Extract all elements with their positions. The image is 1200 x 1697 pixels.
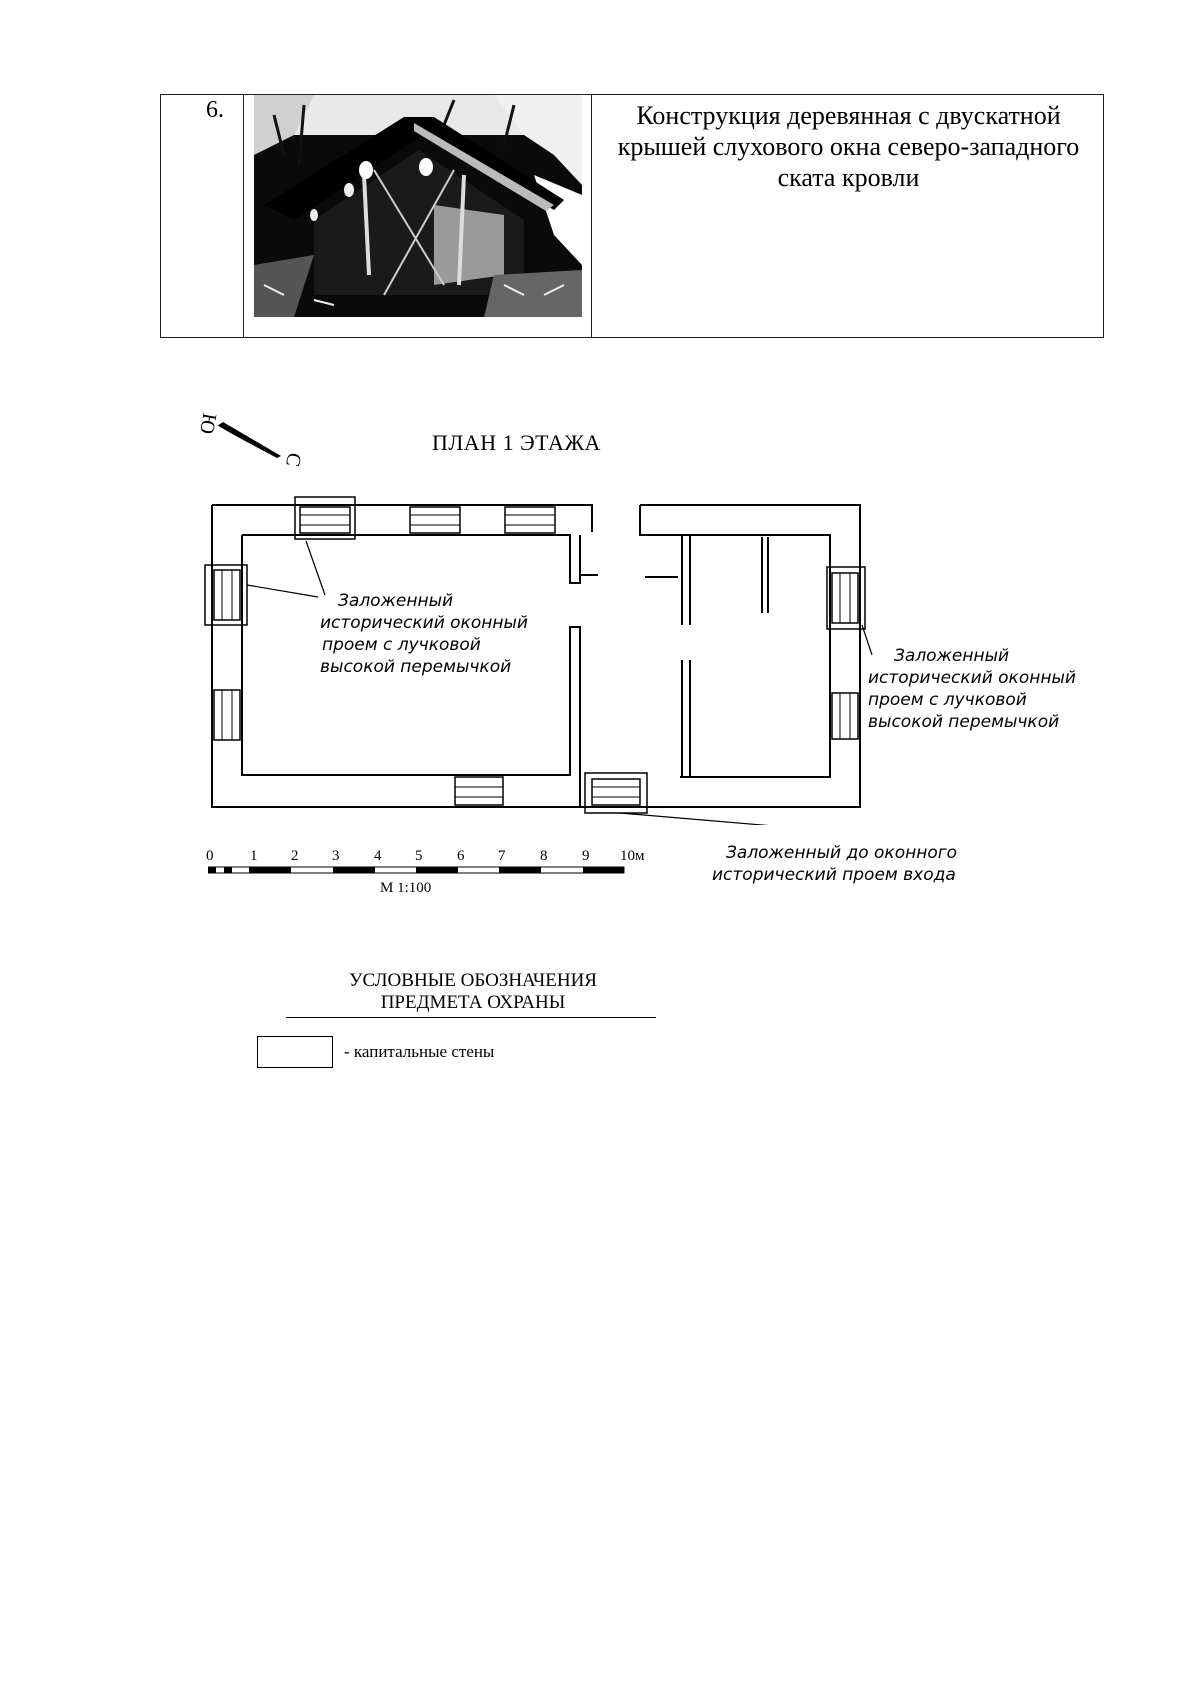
south-label: Ю: [195, 411, 221, 436]
plan-title: ПЛАН 1 ЭТАЖА: [432, 430, 601, 455]
legend-title-line: ПРЕДМЕТА ОХРАНЫ: [380, 992, 566, 1013]
scale-tick: 8: [540, 848, 548, 864]
scale-tick: 0: [206, 848, 214, 864]
scale-tick: 9: [582, 848, 590, 864]
scale-tick: 2: [291, 848, 299, 864]
scale-tick: 5: [415, 848, 423, 864]
annotation-line: Заложенный до оконного: [726, 843, 958, 863]
row-number: 6.: [206, 97, 224, 123]
description-line: ската кровли: [777, 163, 920, 192]
legend-swatch-capital-walls: [257, 1036, 333, 1068]
scale-tick: 7: [498, 848, 506, 864]
annotation-line: Заложенный: [894, 646, 1010, 666]
table-cell-description: [591, 94, 1104, 338]
scale-bar: [208, 866, 628, 876]
scale-tick: 6: [457, 848, 465, 864]
annotation-line: высокой перемычкой: [868, 712, 1060, 732]
legend-title: [288, 970, 658, 1014]
description-text: [592, 100, 1105, 193]
floor-plan-drawing: [200, 495, 880, 825]
scale-tick: 1: [250, 848, 258, 864]
scale-tick: 3: [332, 848, 340, 864]
description-line: Конструкция деревянная с двускатной: [636, 101, 1061, 130]
description-line: крышей слухового окна северо-западного: [617, 132, 1080, 161]
annotation-line: проем с лучковой: [868, 690, 1027, 710]
legend-label-capital-walls: - капитальные стены: [344, 1042, 495, 1061]
legend-title-line: УСЛОВНЫЕ ОБОЗНАЧЕНИЯ: [349, 970, 597, 991]
scale-label: М 1:100: [380, 880, 432, 896]
annotation-line: исторический проем входа: [712, 865, 956, 885]
annotation-line: исторический оконный: [320, 613, 528, 633]
annotation-line: проем с лучковой: [322, 635, 481, 655]
scale-tick: 4: [374, 848, 382, 864]
table-cell-photo: [243, 94, 592, 338]
table-cell-number: [160, 94, 244, 338]
north-label: С: [281, 451, 306, 469]
annotation-line: исторический оконный: [868, 668, 1076, 688]
dormer-photo: [254, 95, 582, 317]
annotation-entrance: [712, 842, 957, 886]
legend-divider: [286, 1017, 656, 1018]
annotation-left-window: [320, 590, 528, 678]
scale-ticks: [206, 848, 645, 868]
annotation-line: высокой перемычкой: [320, 657, 512, 677]
annotation-line: Заложенный: [338, 591, 454, 611]
annotation-right-window: [868, 645, 1076, 733]
scale-tick: 10м: [620, 848, 645, 864]
protection-table-row: [160, 94, 1104, 338]
